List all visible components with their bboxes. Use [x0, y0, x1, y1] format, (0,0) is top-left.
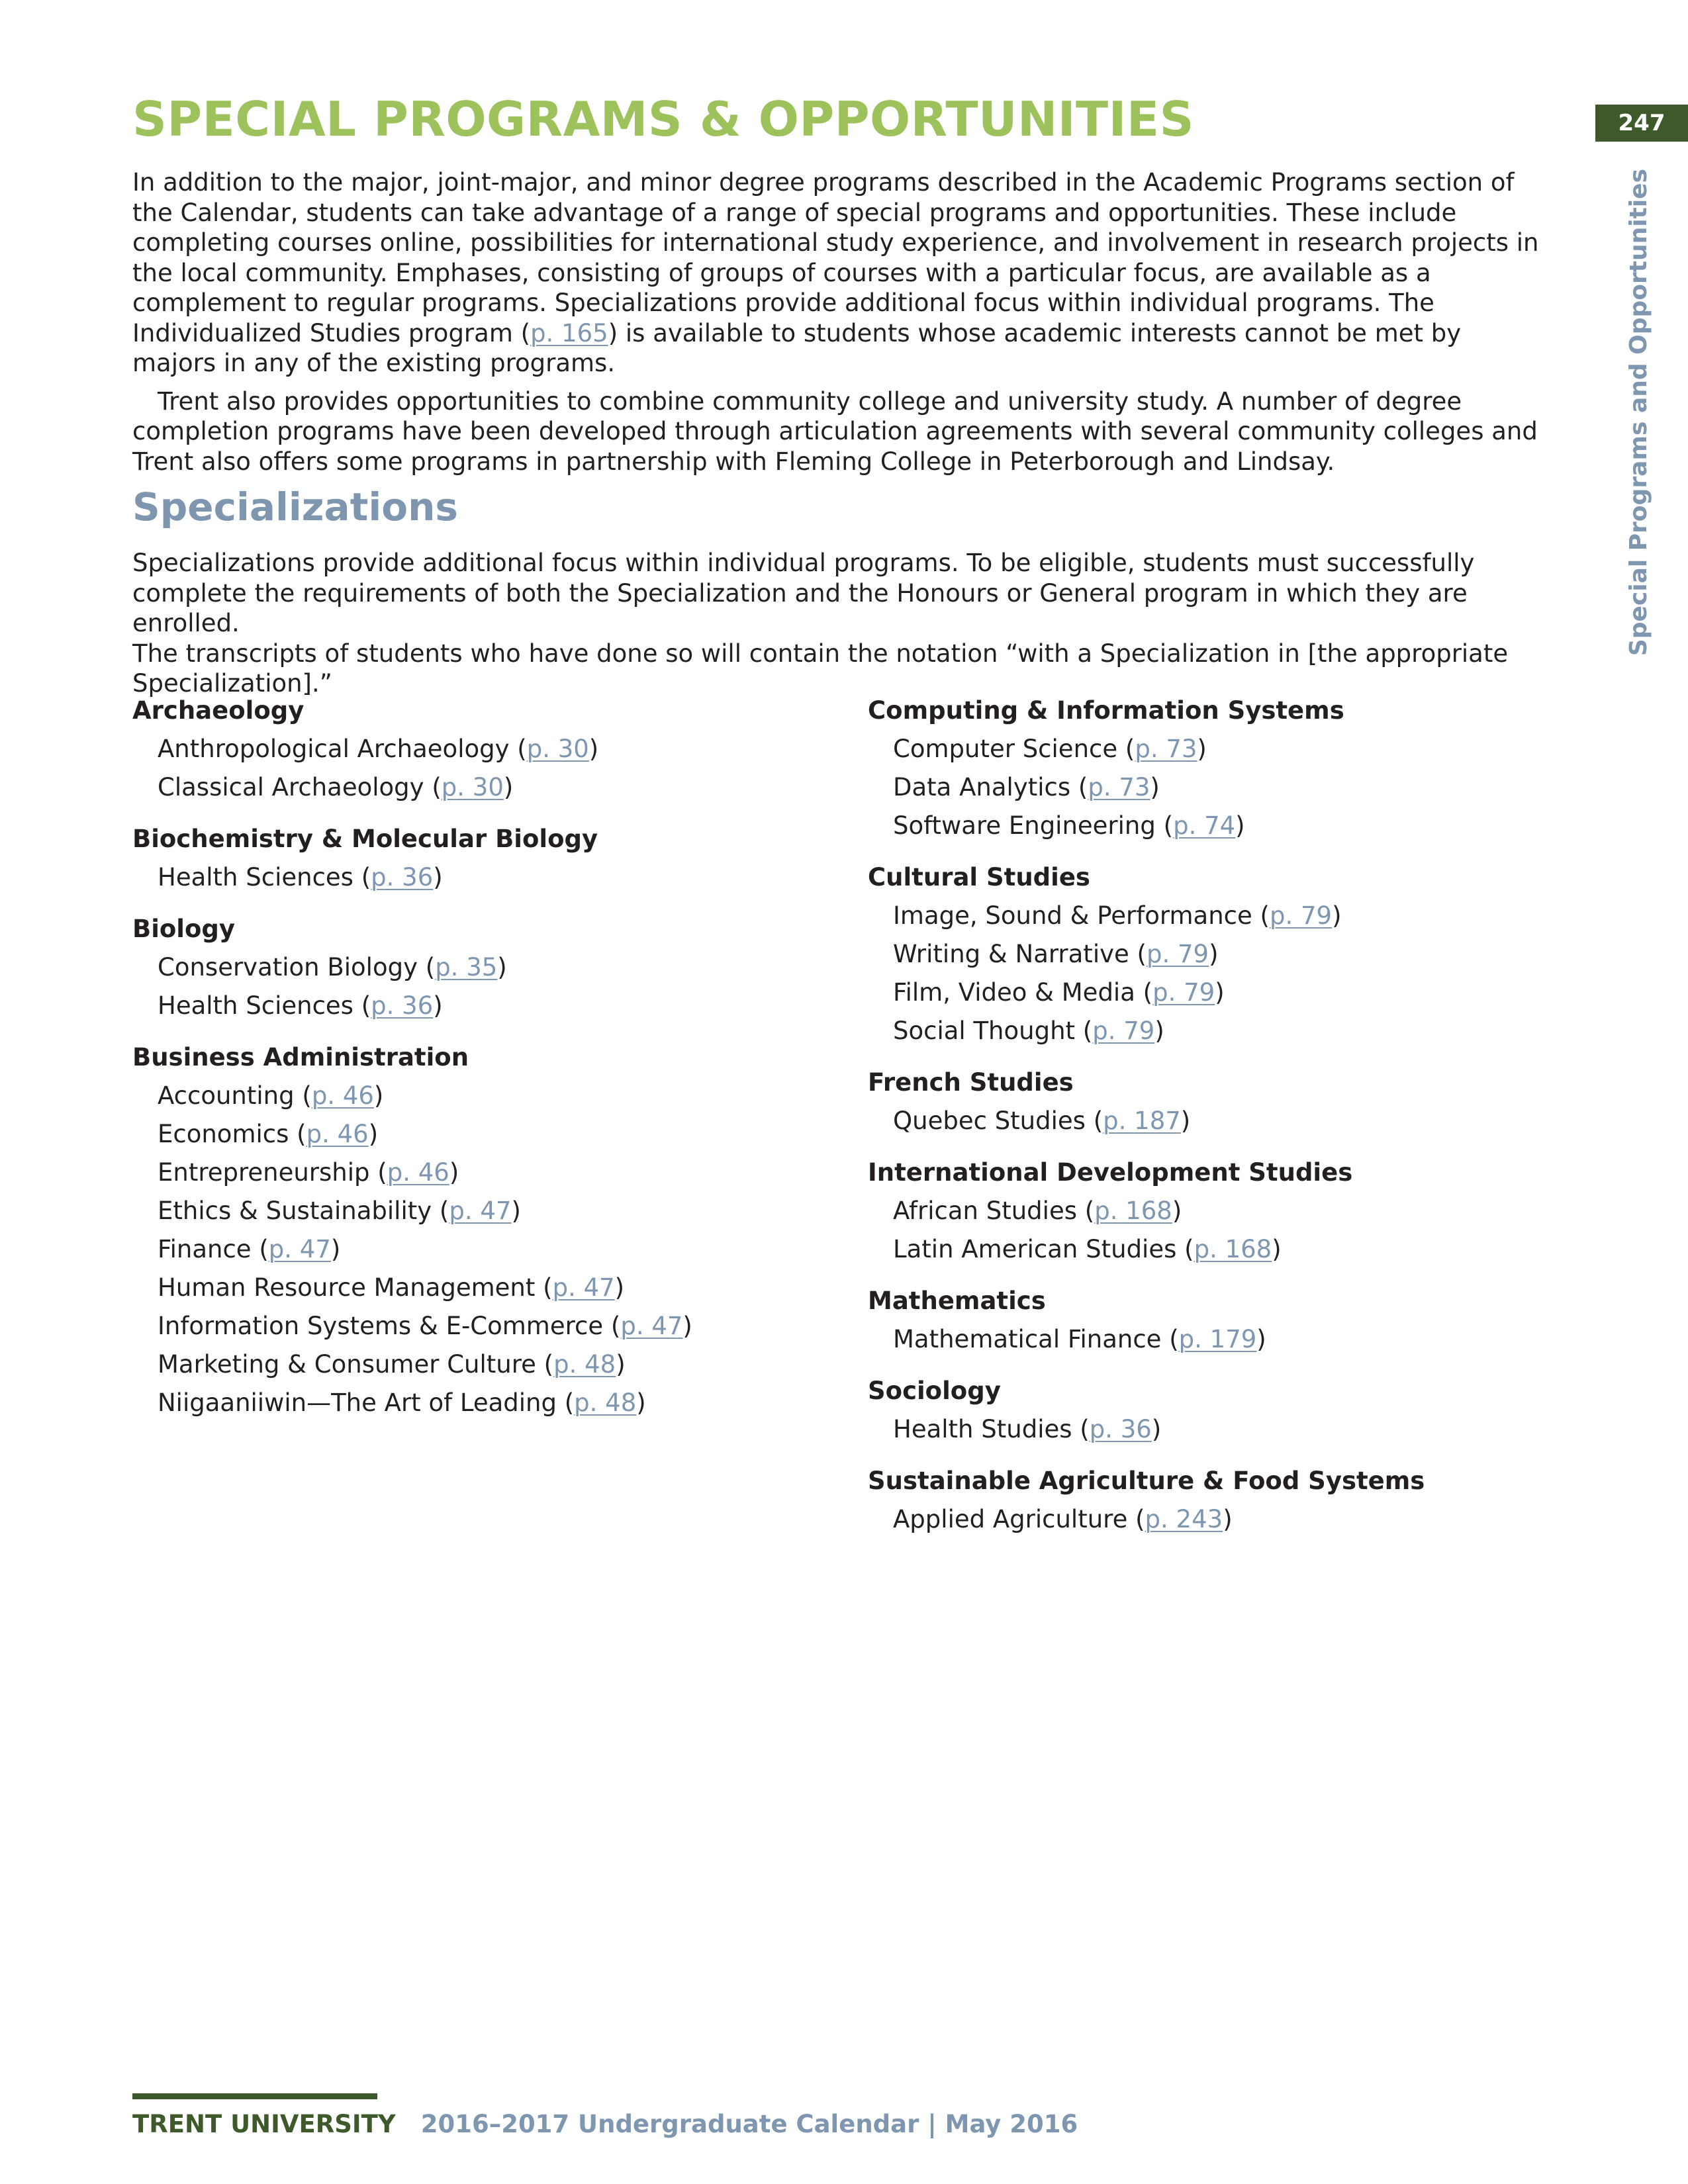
page-link[interactable]: p. 47 — [449, 1197, 512, 1225]
page-link[interactable]: p. 79 — [1269, 901, 1333, 930]
specialization-item — [132, 1115, 847, 1154]
paren-open: ( — [1135, 978, 1153, 1007]
paren-open: ( — [251, 1235, 269, 1263]
page-link[interactable]: p. 165 — [530, 318, 608, 347]
section-heading-specializations: Specializations — [132, 484, 458, 529]
specialization-name: Finance — [158, 1235, 252, 1263]
specialization-group — [868, 1372, 1583, 1449]
paren-close: ) — [1197, 735, 1207, 763]
specialization-item — [132, 1077, 847, 1115]
specialization-name: African Studies — [893, 1197, 1077, 1225]
specialization-name: Conservation Biology — [158, 953, 418, 981]
specializations-intro-line-2: The transcripts of students who have done so will contain the notation “with a Specialization in [the appropriate Specialization].” — [132, 639, 1509, 698]
paren-close: ) — [1332, 901, 1342, 930]
group-title: Sustainable Agriculture & Food Systems — [868, 1467, 1425, 1495]
specialization-item — [868, 768, 1583, 807]
page-link[interactable]: p. 36 — [371, 863, 434, 891]
group-title: Business Administration — [132, 1043, 469, 1071]
group-title: Biology — [132, 915, 236, 943]
paren-open: ( — [289, 1120, 306, 1148]
page-link[interactable]: p. 48 — [574, 1388, 637, 1417]
paren-open: ( — [1075, 1017, 1093, 1045]
specializations-left-column — [132, 692, 847, 1435]
paren-open: ( — [603, 1312, 621, 1340]
paren-close: ) — [449, 1158, 459, 1187]
paren-close: ) — [614, 1273, 625, 1302]
paren-open: ( — [1161, 1325, 1179, 1353]
specialization-name: Software Engineering — [893, 811, 1156, 840]
paren-close: ) — [1150, 773, 1160, 801]
page-link[interactable]: p. 73 — [1135, 735, 1197, 763]
specialization-item — [868, 1230, 1583, 1269]
specialization-item — [868, 1192, 1583, 1230]
paren-open: ( — [294, 1081, 312, 1110]
specialization-name: Anthropological Archaeology — [158, 735, 510, 763]
specialization-item — [132, 1307, 847, 1345]
specialization-name: Economics — [158, 1120, 289, 1148]
group-title: Computing & Information Systems — [868, 696, 1344, 725]
paren-close: ) — [503, 773, 514, 801]
paren-close: ) — [330, 1235, 341, 1263]
intro-paragraph-1 — [132, 167, 1542, 379]
paren-open: ( — [424, 773, 442, 801]
specialization-name: Film, Video & Media — [893, 978, 1135, 1007]
paren-close: ) — [1272, 1235, 1282, 1263]
specialization-name: Entrepreneurship — [158, 1158, 370, 1187]
paren-close: ) — [1235, 811, 1245, 840]
specialization-item — [132, 858, 847, 897]
paren-open: ( — [1176, 1235, 1194, 1263]
page-link[interactable]: p. 74 — [1173, 811, 1236, 840]
specialization-group — [868, 1462, 1583, 1539]
group-title: French Studies — [868, 1068, 1074, 1097]
specialization-item — [868, 1320, 1583, 1359]
footer-university: TRENT UNIVERSITY — [132, 2110, 396, 2138]
paren-close: ) — [682, 1312, 692, 1340]
specialization-item — [868, 1500, 1583, 1539]
paren-close: ) — [1223, 1505, 1233, 1533]
footer — [132, 2110, 1078, 2138]
specialization-name: Ethics & Sustainability — [158, 1197, 432, 1225]
page-number-badge: 247 — [1595, 105, 1688, 142]
specialization-name: Mathematical Finance — [893, 1325, 1162, 1353]
specialization-item — [132, 768, 847, 807]
paren-close: ) — [1209, 940, 1219, 968]
specialization-name: Computer Science — [893, 735, 1118, 763]
specialization-item — [132, 1269, 847, 1307]
paren-open: ( — [556, 1388, 575, 1417]
page-link[interactable]: p. 243 — [1145, 1505, 1223, 1533]
paren-close: ) — [1151, 1415, 1162, 1443]
paren-open: ( — [1072, 1415, 1090, 1443]
specialization-name: Classical Archaeology — [158, 773, 424, 801]
specialization-item — [868, 1012, 1583, 1050]
specialization-item — [868, 730, 1583, 768]
footer-calendar: 2016–2017 Undergraduate Calendar | May 2016 — [420, 2110, 1078, 2138]
page-link[interactable]: p. 168 — [1194, 1235, 1272, 1263]
specialization-item — [868, 1102, 1583, 1140]
specialization-name: Data Analytics — [893, 773, 1071, 801]
specialization-name: Health Studies — [893, 1415, 1072, 1443]
paren-close: ) — [1256, 1325, 1266, 1353]
intro-p1-text: In addition to the major, joint-major, and minor degree programs described in the Academic Programs section of the Calendar, students can take advantage of a range of special programs and opportunities. These include completing courses online, possibilities for international study experience, and involvement in research projects in the local community. Emphases, consisting of groups of courses with a particular focus, are available as a complement to regular programs. Specializations provide additional focus within individual programs. The Individualized Studies program ( — [132, 168, 1539, 347]
specialization-name: Niigaaniiwin—The Art of Leading — [158, 1388, 557, 1417]
paren-open: ( — [1070, 773, 1088, 801]
specialization-name: Quebec Studies — [893, 1107, 1086, 1135]
intro-p1-text-end: ) is available to students whose academic interests cannot be met by majors in any of the existing programs. — [132, 318, 1462, 377]
paren-open: ( — [1077, 1197, 1095, 1225]
paren-open: ( — [1127, 1505, 1145, 1533]
specialization-item — [868, 1410, 1583, 1449]
page-link[interactable]: p. 179 — [1178, 1325, 1257, 1353]
specialization-item — [868, 807, 1583, 845]
specialization-group — [868, 1064, 1583, 1140]
specialization-name: Health Sciences — [158, 991, 353, 1020]
footer-rule — [132, 2093, 377, 2099]
specialization-item — [132, 948, 847, 987]
paren-open: ( — [1085, 1107, 1103, 1135]
paren-close: ) — [616, 1350, 626, 1379]
page-link[interactable]: p. 36 — [371, 991, 434, 1020]
paren-close: ) — [1154, 1017, 1164, 1045]
paren-close: ) — [636, 1388, 646, 1417]
page-link[interactable]: p. 30 — [526, 735, 589, 763]
specialization-name: Health Sciences — [158, 863, 353, 891]
group-title: Mathematics — [868, 1287, 1046, 1315]
specialization-name: Applied Agriculture — [893, 1505, 1128, 1533]
page-link[interactable]: p. 47 — [620, 1312, 683, 1340]
group-title: Sociology — [868, 1377, 1001, 1405]
page-link[interactable]: p. 36 — [1089, 1415, 1152, 1443]
specialization-group — [868, 1282, 1583, 1359]
specialization-name: Human Resource Management — [158, 1273, 536, 1302]
specialization-name: Accounting — [158, 1081, 295, 1110]
specialization-item — [132, 987, 847, 1025]
specialization-item — [868, 974, 1583, 1012]
specializations-intro-line-1: Specializations provide additional focus within individual programs. To be eligible, students must successfully complete the requirements of both the Specialization and the Honours or General program in which they are enrolled. — [132, 549, 1475, 637]
paren-open: ( — [1155, 811, 1174, 840]
specialization-group — [132, 820, 847, 897]
page-link[interactable]: p. 79 — [1092, 1017, 1155, 1045]
page-link[interactable]: p. 46 — [387, 1158, 449, 1187]
group-title: Cultural Studies — [868, 863, 1090, 891]
paren-open: ( — [1129, 940, 1147, 968]
specialization-group — [868, 692, 1583, 845]
paren-open: ( — [1252, 901, 1270, 930]
page-link[interactable]: p. 35 — [435, 953, 498, 981]
specialization-item — [132, 1154, 847, 1192]
specialization-name: Marketing & Consumer Culture — [158, 1350, 536, 1379]
paren-open: ( — [535, 1273, 553, 1302]
specialization-item — [132, 1345, 847, 1384]
specialization-item — [132, 1230, 847, 1269]
paren-open: ( — [509, 735, 527, 763]
specialization-item — [868, 897, 1583, 935]
specialization-item — [132, 730, 847, 768]
page-link[interactable]: p. 47 — [552, 1273, 615, 1302]
specializations-right-column — [868, 692, 1583, 1552]
paren-open: ( — [353, 863, 371, 891]
group-title: Biochemistry & Molecular Biology — [132, 825, 598, 853]
specialization-name: Image, Sound & Performance — [893, 901, 1252, 930]
paren-close: ) — [1215, 978, 1225, 1007]
intro-text — [132, 167, 1542, 477]
page-link[interactable]: p. 47 — [268, 1235, 331, 1263]
specialization-item — [868, 935, 1583, 974]
page-link[interactable]: p. 46 — [306, 1120, 369, 1148]
paren-open: ( — [369, 1158, 387, 1187]
group-title: Archaeology — [132, 696, 305, 725]
page-link[interactable]: p. 73 — [1088, 773, 1150, 801]
specialization-name: Writing & Narrative — [893, 940, 1129, 968]
page-link[interactable]: p. 79 — [1146, 940, 1209, 968]
intro-paragraph-2: Trent also provides opportunities to combine community college and university study. A number of degree completion programs have been developed through articulation agreements with several community colleges and Trent also offers some programs in partnership with Fleming College in Peterborough and Lindsay. — [132, 387, 1538, 476]
paren-close: ) — [588, 735, 599, 763]
page-link[interactable]: p. 30 — [441, 773, 504, 801]
specializations-intro — [132, 548, 1542, 699]
paren-close: ) — [1180, 1107, 1191, 1135]
specialization-item — [132, 1384, 847, 1422]
specialization-name: Social Thought — [893, 1017, 1076, 1045]
specialization-group — [868, 858, 1583, 1050]
paren-open: ( — [417, 953, 436, 981]
paren-close: ) — [497, 953, 507, 981]
page-title: SPECIAL PROGRAMS & OPPORTUNITIES — [132, 91, 1194, 147]
paren-close: ) — [433, 991, 443, 1020]
paren-close: ) — [373, 1081, 384, 1110]
specialization-group — [132, 1038, 847, 1422]
group-title: International Development Studies — [868, 1158, 1353, 1187]
page-link[interactable]: p. 79 — [1152, 978, 1215, 1007]
paren-open: ( — [432, 1197, 449, 1225]
page-link[interactable]: p. 187 — [1103, 1107, 1181, 1135]
specialization-group — [132, 910, 847, 1025]
side-section-label: Special Programs and Opportunities — [1624, 169, 1652, 657]
paren-close: ) — [1172, 1197, 1182, 1225]
specialization-group — [132, 692, 847, 807]
paren-open: ( — [353, 991, 371, 1020]
specialization-name: Information Systems & E-Commerce — [158, 1312, 604, 1340]
specialization-item — [132, 1192, 847, 1230]
paren-close: ) — [433, 863, 443, 891]
paren-open: ( — [1117, 735, 1135, 763]
paren-close: ) — [511, 1197, 521, 1225]
paren-open: ( — [536, 1350, 554, 1379]
page-link[interactable]: p. 46 — [311, 1081, 374, 1110]
page-link[interactable]: p. 168 — [1094, 1197, 1172, 1225]
specialization-group — [868, 1154, 1583, 1269]
page-link[interactable]: p. 48 — [553, 1350, 616, 1379]
specialization-name: Latin American Studies — [893, 1235, 1177, 1263]
paren-close: ) — [368, 1120, 379, 1148]
